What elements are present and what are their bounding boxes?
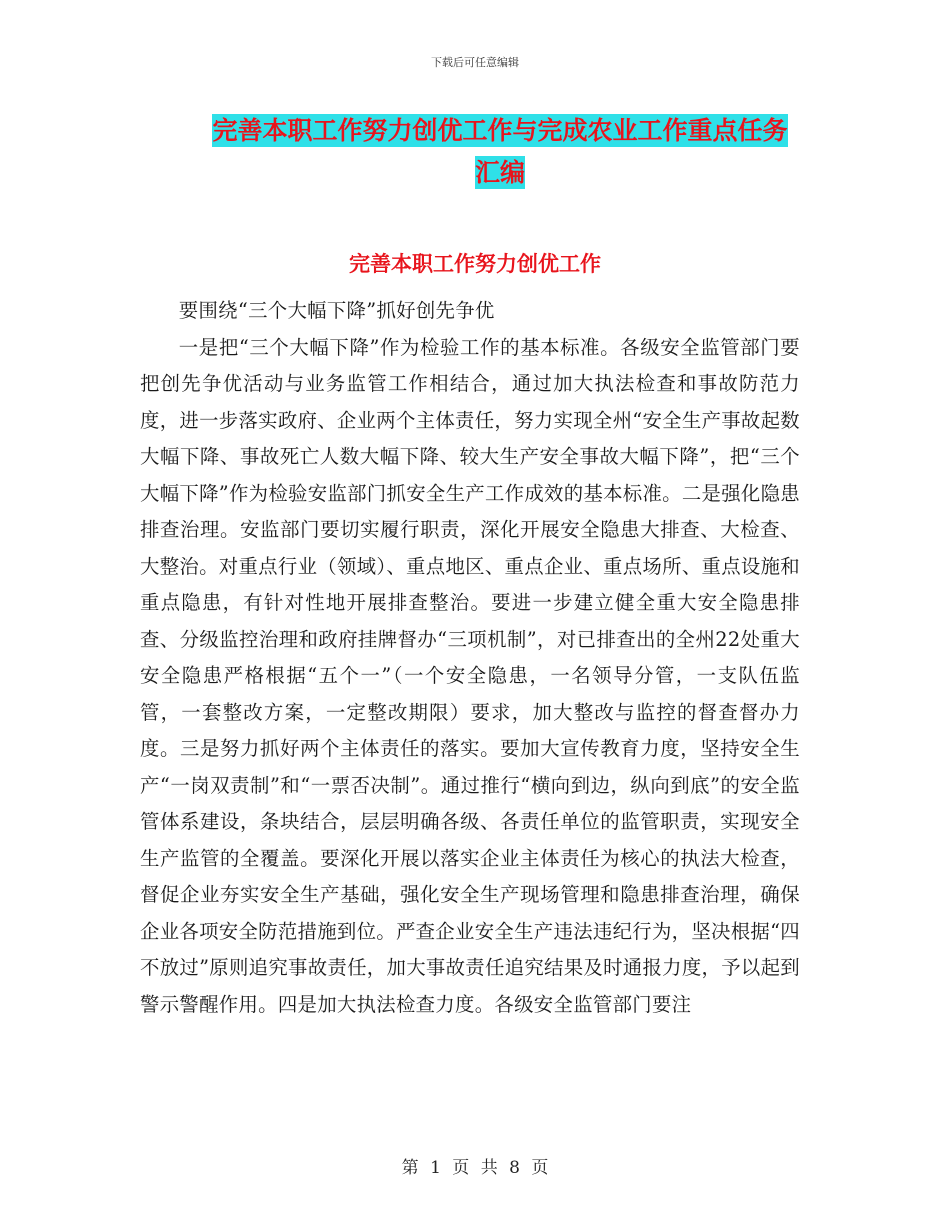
paragraph-1: 要围绕“三个大幅下降”抓好创先争优	[178, 299, 495, 322]
header-note: 下载后可任意编辑	[431, 56, 519, 69]
document-title	[140, 110, 860, 194]
title-line-2: 汇编	[474, 158, 525, 187]
paragraph-2: 一是把“三个大幅下降”作为检验工作的基本标准。各级安全监管部门要把创先争优活动与业务监管工作相结合，通过加大执法检查和事故防范力度，进一步落实政府、企业两个主体责任，努力实现全州“安全生产事故起数大幅下降、事故死亡人数大幅下降、较大生产安全事故大幅下降”，把“三个大幅下降”作为检验安监部门抓安全生产工作成效的基本标准。二是强化隐患排查治理。安监部门要切实履行职责，深化开展安全隐患大排查、大检查、大整治。对重点行业（领域）、重点地区、重点企业、重点场所、重点设施和重点隐患，有针对性地开展排查整治。要进一步建立健全重大安全隐患排查、分级监控治理和政府挂牌督办“三项机制”，对已排查出的全州22处重大安全隐患严格根据“五个一”（一个安全隐患，一名领导分管，一支队伍监管，一套整改方案，一定整改期限）要求，加大整改与监控的督查督办力度。三是努力抓好两个主体责任的落实。要加大宣传教育力度，坚持安全生产“一岗双责制”和“一票否决制”。通过推行“横向到边，纵向到底”的安全监管体系建设，条块结合，层层明确各级、各责任单位的监管职责，实现安全生产监管的全覆盖。要深化开展以落实企业主体责任为核心的执法大检查，督促企业夯实安全生产基础，强化安全生产现场管理和隐患排查治理，确保企业各项安全防范措施到位。严查企业安全生产违法违纪行为，坚决根据“四不放过”原则追究事故责任，加大事故责任追究结果及时通报力度，予以起到警示警醒作用。四是加大执法检查力度。各级安全监管部门要注	[140, 335, 801, 1016]
section-title: 完善本职工作努力创优工作	[349, 252, 601, 276]
page-footer: 第 1 页 共 8 页	[401, 1158, 549, 1178]
body-text	[140, 293, 800, 1023]
title-line-1: 完善本职工作努力创优工作与完成农业工作重点任务	[212, 116, 788, 145]
